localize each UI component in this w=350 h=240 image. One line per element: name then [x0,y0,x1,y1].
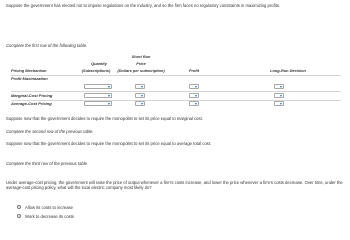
price-dropdown-average-cost[interactable] [135,101,145,106]
chevron-down-icon [141,103,143,105]
marginal-cost-prompt: Suppose now that the government decides to require the monopolist to set its price equal to marginal cost. [6,116,203,121]
header-short-run: Short Run [131,54,151,59]
profit-dropdown-marginal-cost[interactable] [189,93,199,98]
chevron-down-icon [280,103,282,105]
chevron-down-icon [108,95,110,97]
header-price: Price [136,61,146,66]
header-quantity-units: (Subscriptions) [81,68,111,73]
question-text: Under average-cost pricing, the government will raise the price of output whenever a firm's costs increase, and lower the price whenever a firm's costs decrease. Over time, under the average-cost pricing policy, what will the local electric company most likely do? [6,180,343,191]
header-price-units: (Dollars per subscription) [117,68,165,73]
table-row-divider [11,100,341,101]
table-row-divider [11,91,341,92]
chevron-down-icon [195,86,197,88]
intro-text: Suppose the government has elected not to impose regulations on the industry, and so the firm faces no regulatory constraints in maximizing profits. [6,3,281,8]
header-pricing-mechanism: Pricing Mechanism [11,68,47,73]
header-profit: Profit [188,68,200,73]
long-run-dropdown-average-cost[interactable] [274,101,284,106]
instruction-second-row: Complete the second row of the previous table. [6,129,94,134]
option-label: Work to decrease its costs [25,213,75,219]
instruction-first-row: Complete the first row of the following table. [6,43,88,48]
chevron-down-icon [195,103,197,105]
chevron-down-icon [280,95,282,97]
chevron-down-icon [280,86,282,88]
chevron-down-icon [108,86,110,88]
row-label-profit-maximization: Profit Maximization [11,76,48,81]
option-label: Allow its costs to increase [25,204,73,210]
quantity-dropdown-marginal-cost[interactable] [84,93,112,98]
profit-dropdown-profit-maximization[interactable] [189,84,199,89]
quantity-dropdown-average-cost[interactable] [84,101,112,106]
radio-button[interactable] [17,205,21,209]
radio-button[interactable] [17,214,21,218]
long-run-dropdown-marginal-cost[interactable] [274,93,284,98]
chevron-down-icon [195,95,197,97]
instruction-third-row: Complete the third row of the previous table. [6,161,89,166]
quantity-dropdown-profit-maximization[interactable] [84,84,112,89]
table-header-divider [11,75,341,76]
header-quantity: Quantity [91,61,107,66]
chevron-down-icon [108,103,110,105]
chevron-down-icon [141,86,143,88]
price-dropdown-marginal-cost[interactable] [135,93,145,98]
row-label-average-cost-pricing: Average-Cost Pricing [11,101,52,106]
long-run-dropdown-profit-maximization[interactable] [274,84,284,89]
price-dropdown-profit-maximization[interactable] [135,84,145,89]
header-long-run-decision: Long-Run Decision [270,68,306,73]
chevron-down-icon [141,95,143,97]
profit-dropdown-average-cost[interactable] [189,101,199,106]
average-cost-prompt: Suppose now that the government decides to require the monopolist to set its price equal to average total cost. [6,141,212,146]
row-label-marginal-cost-pricing: Marginal-Cost Pricing [11,93,53,98]
